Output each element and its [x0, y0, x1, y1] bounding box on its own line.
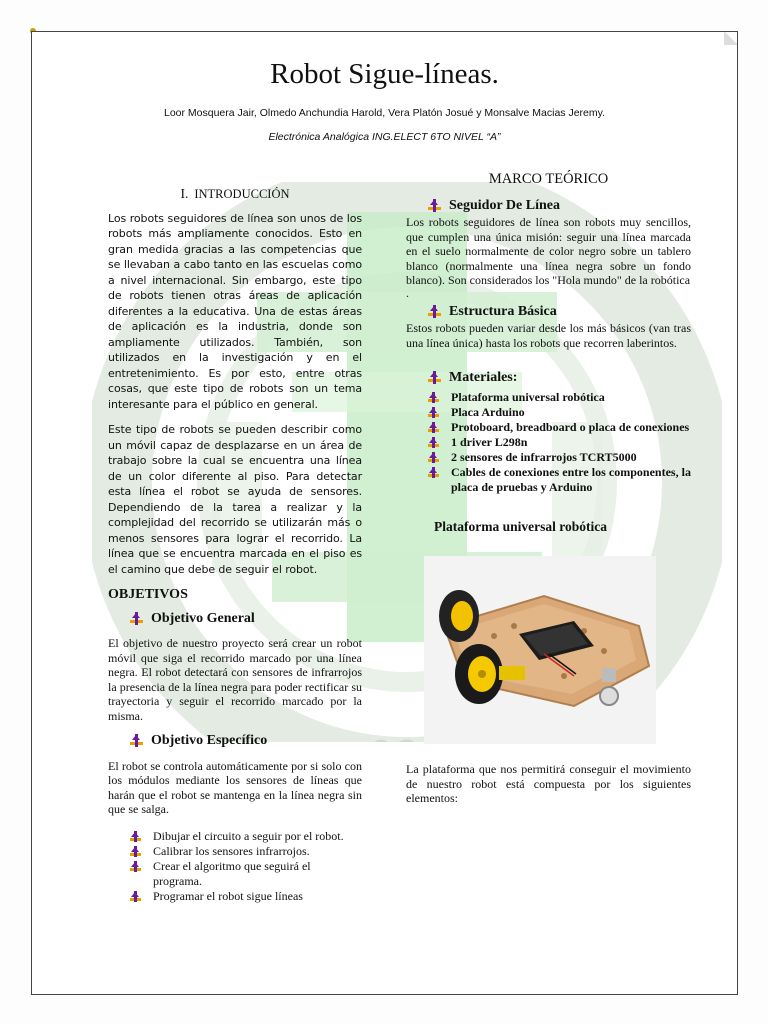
robot-chassis-illustration: [424, 556, 656, 744]
arrow-bullet-icon: [428, 437, 439, 448]
arrow-bullet-icon: [428, 305, 441, 318]
objetivo-general-heading: [130, 611, 362, 627]
arrow-bullet-icon: [428, 452, 439, 463]
objetivo-general-label: Objetivo General: [151, 610, 255, 626]
list-item: Cables de conexiones entre los componentes, la placa de pruebas y Arduino: [428, 465, 691, 495]
list-item: Plataforma universal robótica: [428, 390, 691, 405]
arrow-bullet-icon: [428, 422, 439, 433]
list-item: Dibujar el circuito a seguir por el robot.: [130, 829, 362, 844]
arrow-bullet-icon: [428, 392, 439, 403]
objetivo-general-text: El objetivo de nuestro proyecto será crear un robot móvil que siga el recorrido marcado por una línea negra. El robot detectará con sensores de infrarrojos la presencia de la línea negra para poder rectificar su trayectoria y seguir el recorrido marcado por la misma.: [108, 636, 362, 723]
materiales-heading: [428, 370, 691, 386]
intro-title: INTRODUCCIÓN: [194, 187, 290, 201]
arrow-bullet-icon: [130, 734, 143, 747]
arrow-bullet-icon: [130, 612, 143, 625]
arrow-bullet-icon: [428, 407, 439, 418]
plataforma-heading: Plataforma universal robótica: [434, 518, 607, 534]
materials-list: [428, 390, 691, 495]
document-title: Robot Sigue-líneas.: [270, 58, 499, 90]
robot-chassis-image: [424, 556, 656, 744]
arrow-bullet-icon: [428, 371, 441, 384]
intro-heading: [108, 186, 362, 203]
marco-teorico-heading: MARCO TEÓRICO: [488, 171, 609, 187]
objetivo-especifico-label: Objetivo Específico: [151, 733, 268, 748]
list-item: Placa Arduino: [428, 405, 691, 420]
estructura-label: Estructura Básica: [449, 303, 557, 319]
document-authors: Loor Mosquera Jair, Olmedo Anchundia Harold, Vera Platón Josué y Monsalve Macias Jeremy.: [163, 107, 606, 119]
objetivo-especifico-heading: [130, 733, 362, 749]
arrow-bullet-icon: [130, 846, 141, 857]
arrow-bullet-icon: [130, 891, 141, 902]
seguidor-dot: .: [406, 285, 409, 300]
list-item: Calibrar los sensores infrarrojos.: [130, 844, 362, 859]
arrow-bullet-icon: [428, 467, 439, 478]
list-item: Programar el robot sigue líneas: [130, 889, 362, 904]
seguidor-label: Seguidor De Línea: [449, 197, 560, 213]
left-column: [108, 186, 362, 904]
plataforma-text: La plataforma que nos permitirá conseguir el movimiento de nuestro robot está compuesta por los siguientes elementos:: [406, 762, 691, 805]
intro-paragraph-2: Este tipo de robots se pueden describir como un móvil capaz de desplazarse en un área de trabajo sobre la cual se encuentra una línea de un color diferente al piso. Para detectar esta línea el robot se ayuda de sensores. Dependiendo de la tarea a realizar y la complejidad del recorrido se utilizarán más o menos sensores para lograr el recorrido. La línea que se encuentra marcada en el piso es el camino que debe de seguir el robot.: [108, 423, 362, 576]
list-item: 2 sensores de infrarrojos TCRT5000: [428, 450, 691, 465]
arrow-bullet-icon: [130, 831, 141, 842]
arrow-bullet-icon: [428, 199, 441, 212]
estructura-text: Estos robots pueden variar desde los más básicos (van tras una línea única) hasta los robots que recorren laberintos.: [406, 321, 691, 350]
list-item: 1 driver L298n: [428, 435, 691, 450]
estructura-heading: [428, 304, 691, 320]
arrow-bullet-icon: [130, 861, 141, 872]
seguidor-text: Los robots seguidores de línea son robots muy sencillos, que cumplen una única misión: seguir una línea marcada en el suelo normalmente de color negro sobre un tablero blanco (normalmente una línea negra sobre un fondo blanco). Son considerados los "Hola mundo" de la robótica: [406, 215, 691, 287]
intro-paragraph-1: Los robots seguidores de línea son unos de los robots más ampliamente conocidos. Esto en gran medida gracias a las competencias que se llevaban a cabo tanto en las escuelas como a nivel internacional. Sin embargo, este tipo de robots tienen otras áreas de aplicación diferentes a la educativa. Una de estas áreas de aplicación es la industria, donde son ampliamente utilizados. También, son utilizados en la investigación y en el entretenimiento. Es por esto, entre otras cosas, que este tipo de robots son un tema interesante para el público en general.: [108, 211, 362, 411]
seguidor-heading: [428, 198, 691, 214]
objetivos-heading: OBJETIVOS: [108, 587, 188, 602]
tasks-list: [130, 829, 362, 904]
materiales-label: Materiales:: [449, 370, 518, 385]
document-affiliation: Electrónica Analógica ING.ELECT 6TO NIVEL “A”: [268, 131, 501, 143]
list-item: Protoboard, breadboard o placa de conexiones: [428, 420, 691, 435]
document-page: [31, 31, 738, 995]
intro-roman: I.: [180, 186, 189, 201]
objetivo-especifico-text: El robot se controla automáticamente por si solo con los módulos mediante los sensores de líneas que harán que el robot se mantenga en la línea negra sin que se salga.: [108, 758, 362, 816]
right-column: [406, 172, 691, 816]
list-item: Crear el algoritmo que seguirá el programa.: [130, 859, 362, 889]
